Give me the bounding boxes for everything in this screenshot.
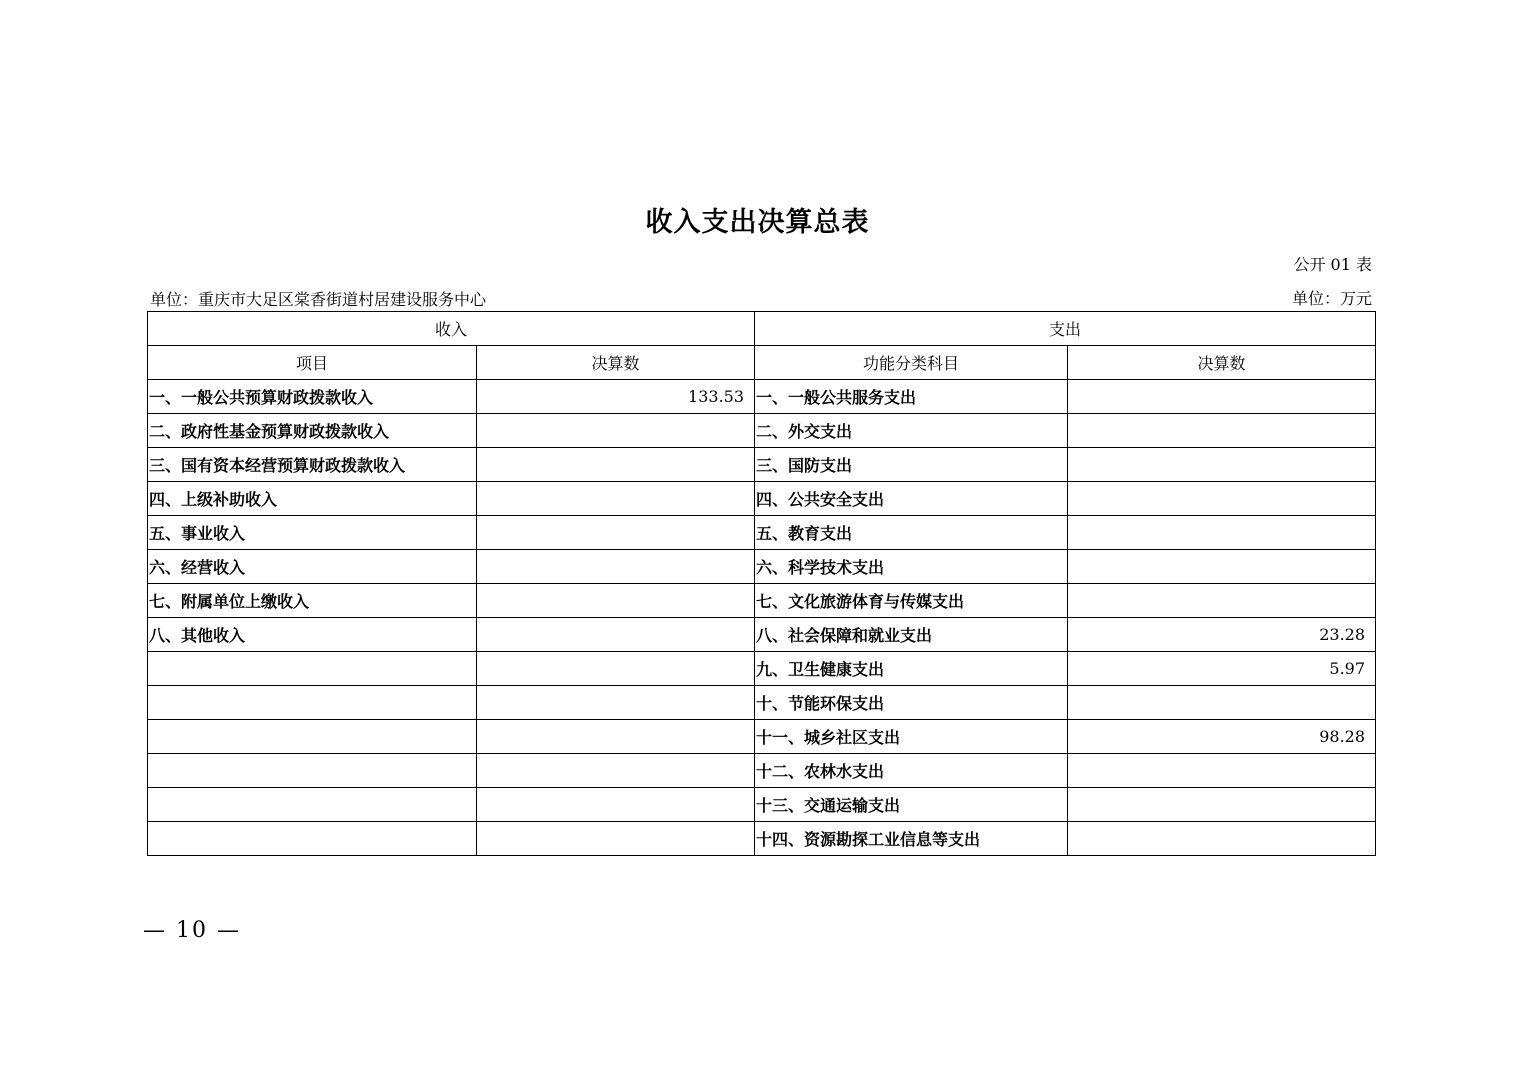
header-row-groups <box>148 312 1376 346</box>
expense-amount-cell <box>1068 550 1376 584</box>
table-row <box>148 618 1376 652</box>
unit-currency: 单位：万元 <box>1291 289 1372 308</box>
expense-item-cell: 十、节能环保支出 <box>755 686 1068 720</box>
expense-amount-cell <box>1068 414 1376 448</box>
table-row <box>148 584 1376 618</box>
expense-item-cell: 十二、农林水支出 <box>755 754 1068 788</box>
income-amount-cell <box>477 652 755 686</box>
expense-amount-cell <box>1068 754 1376 788</box>
header-row-columns <box>148 346 1376 380</box>
table-row <box>148 550 1376 584</box>
income-item-cell <box>148 754 477 788</box>
expense-amount-cell: 23.28 <box>1068 618 1376 652</box>
table-row <box>148 482 1376 516</box>
income-amount-cell <box>477 448 755 482</box>
income-amount-cell <box>477 822 755 856</box>
income-item-cell: 四、上级补助收入 <box>148 482 477 516</box>
page-title: 收入支出决算总表 <box>645 207 870 238</box>
income-amount-cell: 133.53 <box>477 380 755 414</box>
expense-item-cell: 三、国防支出 <box>755 448 1068 482</box>
expense-item-cell: 八、社会保障和就业支出 <box>755 618 1068 652</box>
expense-item-cell: 十一、城乡社区支出 <box>755 720 1068 754</box>
expense-item-cell: 七、文化旅游体育与传媒支出 <box>755 584 1068 618</box>
table-row <box>148 720 1376 754</box>
income-item-cell: 七、附属单位上缴收入 <box>148 584 477 618</box>
income-amount-cell <box>477 686 755 720</box>
expense-item-header: 功能分类科目 <box>755 346 1068 380</box>
income-item-cell: 八、其他收入 <box>148 618 477 652</box>
income-item-cell <box>148 652 477 686</box>
expense-amount-cell <box>1068 482 1376 516</box>
expense-amount-cell <box>1068 448 1376 482</box>
income-item-cell: 六、经营收入 <box>148 550 477 584</box>
income-item-header: 项目 <box>148 346 477 380</box>
table-row <box>148 448 1376 482</box>
expense-amount-cell <box>1068 686 1376 720</box>
income-amount-cell <box>477 482 755 516</box>
income-item-cell <box>148 686 477 720</box>
income-item-cell: 一、一般公共预算财政拨款收入 <box>148 380 477 414</box>
income-amount-cell <box>477 550 755 584</box>
table-row <box>148 652 1376 686</box>
expense-amount-cell: 98.28 <box>1068 720 1376 754</box>
expense-item-cell: 一、一般公共服务支出 <box>755 380 1068 414</box>
income-amount-cell <box>477 754 755 788</box>
income-item-cell <box>148 822 477 856</box>
income-amount-cell <box>477 414 755 448</box>
income-item-cell <box>148 720 477 754</box>
expense-item-cell: 二、外交支出 <box>755 414 1068 448</box>
expense-amount-cell <box>1068 380 1376 414</box>
expense-amount-cell <box>1068 516 1376 550</box>
table-row <box>148 414 1376 448</box>
expense-amount-cell <box>1068 788 1376 822</box>
income-amount-cell <box>477 788 755 822</box>
income-amount-cell <box>477 720 755 754</box>
table-row <box>148 686 1376 720</box>
income-item-cell: 二、政府性基金预算财政拨款收入 <box>148 414 477 448</box>
income-amount-cell <box>477 516 755 550</box>
income-item-cell <box>148 788 477 822</box>
table-row <box>148 516 1376 550</box>
income-group-header: 收入 <box>148 312 755 346</box>
expense-amount-cell: 5.97 <box>1068 652 1376 686</box>
budget-table <box>147 311 1376 856</box>
income-amount-cell <box>477 618 755 652</box>
expense-item-cell: 四、公共安全支出 <box>755 482 1068 516</box>
income-item-cell: 五、事业收入 <box>148 516 477 550</box>
table-row <box>148 788 1376 822</box>
page-number: — 10 — <box>143 918 241 943</box>
table-row <box>148 380 1376 414</box>
expense-amount-cell <box>1068 822 1376 856</box>
expense-group-header: 支出 <box>755 312 1376 346</box>
income-item-cell: 三、国有资本经营预算财政拨款收入 <box>148 448 477 482</box>
expense-item-cell: 十四、资源勘探工业信息等支出 <box>755 822 1068 856</box>
unit-organization: 单位：重庆市大足区棠香街道村居建设服务中心 <box>150 290 487 309</box>
table-code: 公开 01 表 <box>1293 255 1372 274</box>
expense-item-cell: 六、科学技术支出 <box>755 550 1068 584</box>
income-amount-cell <box>477 584 755 618</box>
expense-item-cell: 十三、交通运输支出 <box>755 788 1068 822</box>
table-row <box>148 754 1376 788</box>
income-amount-header: 决算数 <box>477 346 755 380</box>
expense-amount-cell <box>1068 584 1376 618</box>
expense-item-cell: 五、教育支出 <box>755 516 1068 550</box>
expense-item-cell: 九、卫生健康支出 <box>755 652 1068 686</box>
table-row <box>148 822 1376 856</box>
expense-amount-header: 决算数 <box>1068 346 1376 380</box>
